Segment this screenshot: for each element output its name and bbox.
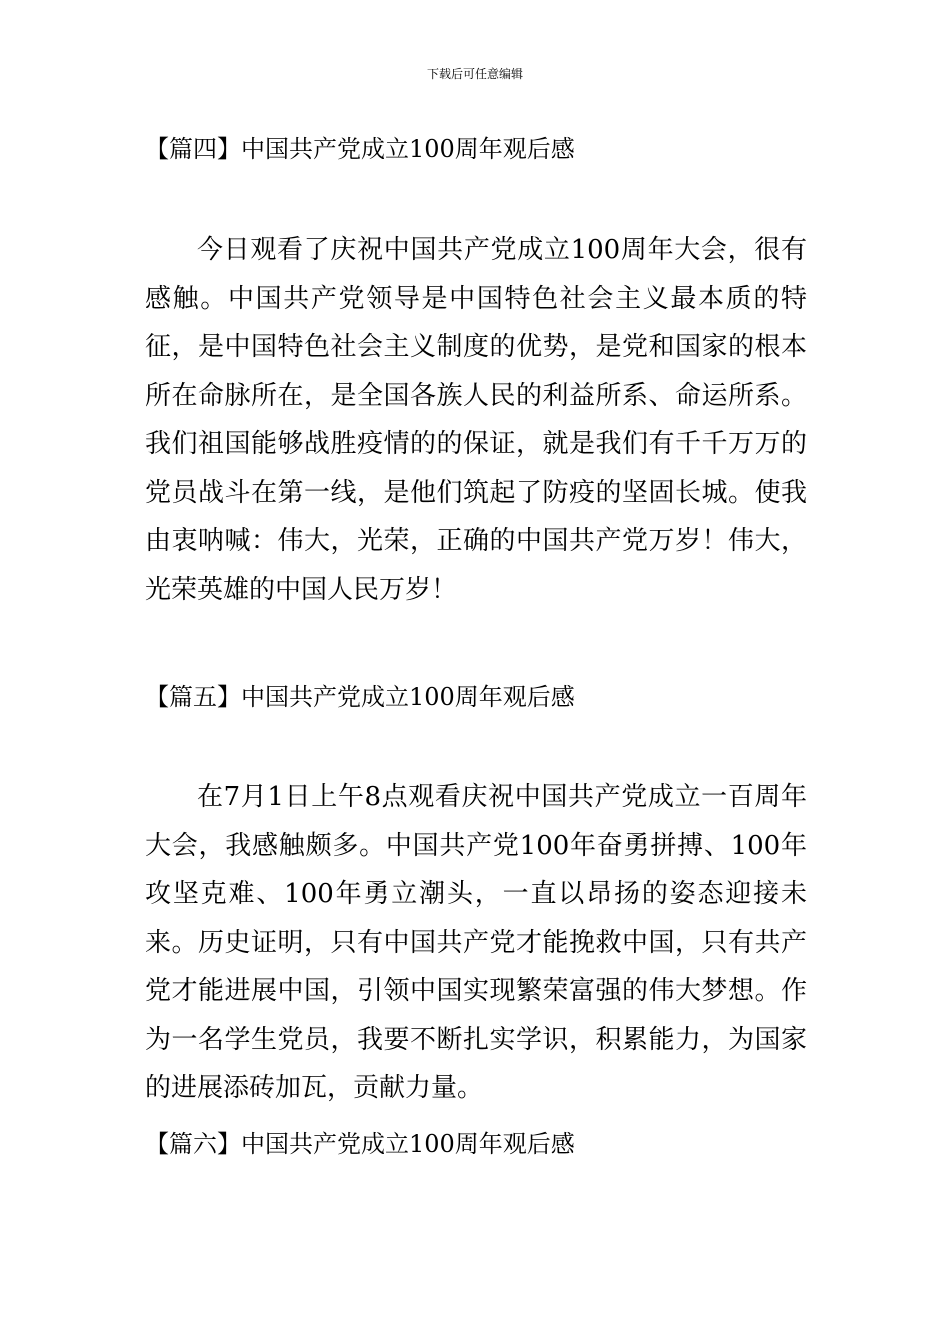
header-note: 下载后可任意编辑 xyxy=(426,67,523,81)
section-paragraph-5: 在7月1日上午8点观看庆祝中国共产党成立一百周年大会，我感触颇多。中国共产党100年奋勇拼搏、100年攻坚克难、100年勇立潮头，一直以昂扬的姿态迎接未来。历史证明，只有中国共产党才能挽救中国，只有共产党才能进展中国，引领中国实现繁荣富强的伟大梦想。作为一名学生党员，我要不断扎实学识，积累能力，为国家的进展添砖加瓦，贡献力量。 xyxy=(145,782,807,1103)
section-paragraph-4: 今日观看了庆祝中国共产党成立100周年大会，很有感触。中国共产党领导是中国特色社会主义最本质的特征，是中国特色社会主义制度的优势，是党和国家的根本所在命脉所在，是全国各族人民的利益所系、命运所系。我们祖国能够战胜疫情的的保证，就是我们有千千万万的党员战斗在第一线，是他们筑起了防疫的坚固长城。使我由衷呐喊：伟大，光荣，正确的中国共产党万岁！伟大，光荣英雄的中国人民万岁！ xyxy=(145,235,807,605)
section-heading-5: 【篇五】中国共产党成立100周年观后感 xyxy=(145,683,575,711)
section-heading-4: 【篇四】中国共产党成立100周年观后感 xyxy=(145,135,575,163)
section-heading-6: 【篇六】中国共产党成立100周年观后感 xyxy=(145,1130,575,1158)
